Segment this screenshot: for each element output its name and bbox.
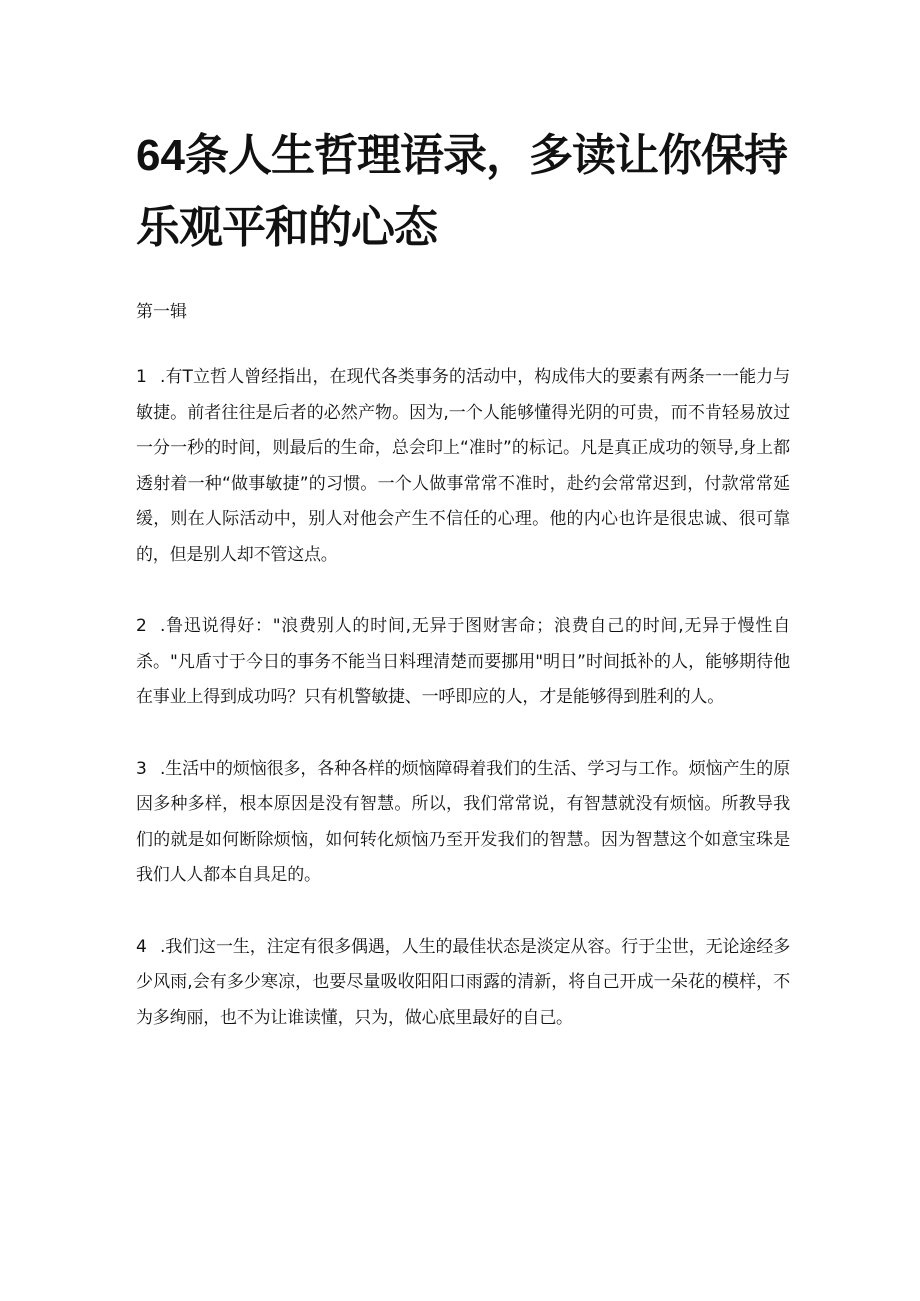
quote-paragraph-2 [136,609,790,716]
quote-text: .生活中的烦恼很多，各种各样的烦恼障碍着我们的生活、学习与工作。烦恼产生的原因多种多样，根本原因是没有智慧。所以，我们常常说，有智慧就没有烦恼。所教导我们的就是如何断除烦恼，如何转化烦恼乃至开发我们的智慧。因为智慧这个如意宝珠是我们人人都本自具足的。 [136,758,790,885]
quote-paragraph-1 [136,360,790,573]
document-title [136,120,790,264]
section-label: 第一辑 [136,302,187,322]
quote-text: .鲁迅说得好："浪费别人的时间,无异于图财害命；浪费自己的时间,无异于慢性自杀。"凡盾寸于今日的事务不能当日料理清楚而要挪用"明日”时间抵补的人，能够期待他在事业上得到成功吗？只有机警敏捷、一呼即应的人，才是能够得到胜利的人。 [136,616,790,707]
quote-paragraph-3 [136,752,790,894]
quote-text: .我们这一生，注定有很多偶遇，人生的最佳状态是淡定从容。行于尘世，无论途经多少风雨,会有多少寒凉，也要尽量吸收阳阳口雨露的清新，将自己开成一朵花的模样，不为多绚丽，也不为让谁读懂，只为，做心底里最好的自己。 [136,936,790,1028]
quote-paragraph-4 [136,930,790,1037]
title-text: 条人生哲理语录，多读让你保持乐观平和的心态 [136,130,787,253]
quote-index: 2 [136,616,147,636]
quote-index: 4 [136,936,147,957]
quote-index: 1 [136,367,147,387]
title-number: 64 [136,131,185,180]
quote-index: 3 [136,758,147,779]
quote-text: .有T立哲人曾经指出，在现代各类事务的活动中，构成伟大的要素有两条一一能力与敏捷。前者往往是后者的必然产物。因为,一个人能够懂得光阴的可贵，而不肯轻易放过一分一秒的时间，则最后的生命，总会印上“准时”的标记。凡是真正成功的领导,身上都透射着一种“做事敏捷”的习惯。一个人做事常常不准时，赴约会常常迟到，付款常常延缓，则在人际活动中，别人对他会产生不信任的心理。他的内心也许是很忠诚、很可靠的，但是别人却不管这点。 [136,367,790,565]
